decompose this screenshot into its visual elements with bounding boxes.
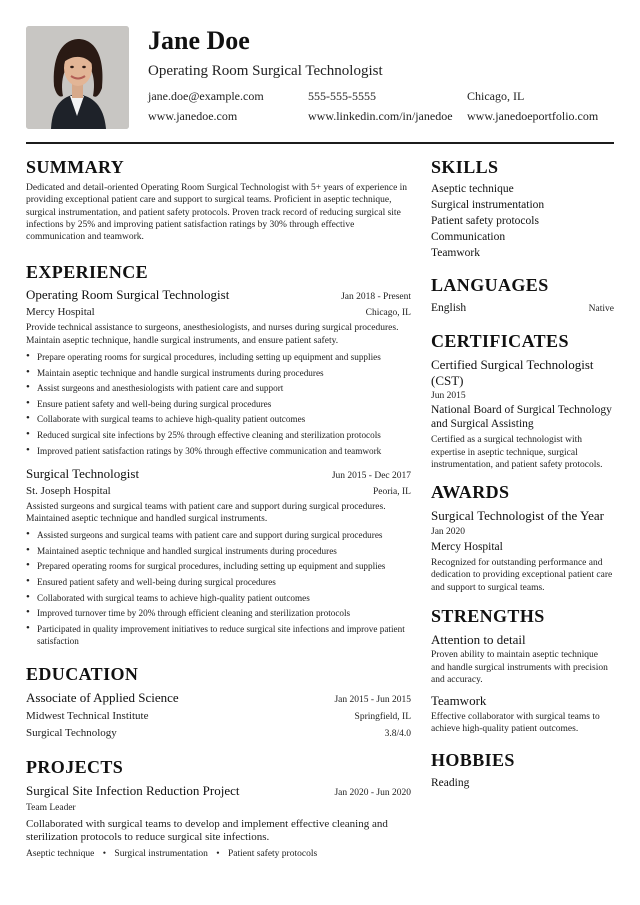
certificate-description: Certified as a surgical technologist with expertise in aseptic technique, surgical instrumentation, and patient safety protocols. xyxy=(431,435,603,470)
profile-portrait-image xyxy=(26,26,129,129)
candidate-name: Jane Doe xyxy=(148,26,250,55)
project-tag: Aseptic technique xyxy=(26,848,95,859)
section-heading: PROJECTS xyxy=(26,756,124,777)
hobby-item: Reading xyxy=(431,777,470,790)
projects-section xyxy=(26,756,411,861)
phone-number[interactable]: 555-555-5555 xyxy=(308,89,376,103)
strength-description: Proven ability to maintain aseptic technique and handle surgical instruments with precision and accuracy. xyxy=(431,650,608,685)
list-item: • Prepared operating rooms for surgical procedures, including setting up equipment and supplies xyxy=(26,560,411,572)
project-description: Collaborated with surgical teams to develop and implement effective cleaning and sterilization protocols to reduce surgical site infections. xyxy=(26,817,388,844)
project-tag: Surgical instrumentation xyxy=(114,848,208,859)
job-dates: Jun 2015 - Dec 2017 xyxy=(331,470,411,481)
skill-item: Surgical instrumentation xyxy=(431,199,545,211)
section-heading: LANGUAGES xyxy=(431,275,549,295)
education-dates: Jan 2015 - Jun 2015 xyxy=(334,694,411,705)
tag-separator: • xyxy=(216,848,220,859)
field-of-study: Surgical Technology xyxy=(26,726,117,739)
project-tag: Patient safety protocols xyxy=(227,848,318,859)
list-item: • Ensure patient safety and well-being during surgical procedures xyxy=(26,398,411,410)
skill-item: Teamwork xyxy=(431,247,481,259)
job-bullets xyxy=(26,351,411,457)
awards-section xyxy=(431,481,614,594)
list-item: • Participated in quality improvement initiatives to reduce surgical site infections and improve patient satisfaction xyxy=(26,623,411,647)
section-heading: STRENGTHS xyxy=(431,605,545,626)
school-name: Midwest Technical Institute xyxy=(26,709,149,722)
list-item: • Improved turnover time by 20% through efficient cleaning and sterilization protocols xyxy=(26,607,411,619)
list-item: • Assisted surgeons and surgical teams with patient care and support during surgical procedures xyxy=(26,529,411,541)
location-text: Chicago, IL xyxy=(467,89,525,103)
languages-section xyxy=(431,274,614,316)
school-location: Springfield, IL xyxy=(354,711,411,722)
section-heading: SUMMARY xyxy=(26,157,125,177)
degree-name: Associate of Applied Science xyxy=(26,689,179,705)
resume-header xyxy=(26,26,614,130)
strength-name: Teamwork xyxy=(431,693,487,709)
list-item: • Maintained aseptic technique and handled surgical instruments during procedures xyxy=(26,545,411,557)
header-divider xyxy=(26,142,614,144)
skill-item: Communication xyxy=(431,231,506,243)
experience-section xyxy=(26,261,411,646)
project-role: Team Leader xyxy=(26,802,76,813)
job-bullets xyxy=(26,529,411,647)
certificate-date: Jun 2015 xyxy=(431,391,466,401)
strength-name: Attention to detail xyxy=(431,631,526,647)
section-heading: AWARDS xyxy=(431,482,510,503)
hobbies-section xyxy=(431,749,614,791)
project-dates: Jan 2020 - Jun 2020 xyxy=(334,787,411,798)
job-description: Provide technical assistance to surgeons, anesthesiologists, and nurses during surgical procedures. Maintain aseptic technique, handle surgical instruments, and ensure patient safety. xyxy=(26,323,399,346)
email-link[interactable]: jane.doe@example.com xyxy=(148,89,264,103)
language-name: English xyxy=(431,302,467,314)
section-heading: EXPERIENCE xyxy=(26,262,149,283)
skill-item: Patient safety protocols xyxy=(431,215,539,227)
website-link[interactable]: www.janedoe.com xyxy=(148,109,238,123)
job-description: Assisted surgeons and surgical teams with patient care and support during surgical procedures. Maintained aseptic technique and handled surgical instruments. xyxy=(26,501,386,524)
job-dates: Jan 2018 - Present xyxy=(341,292,411,303)
main-column xyxy=(26,156,411,861)
job-company: St. Joseph Hospital xyxy=(26,484,111,497)
list-item: • Assist surgeons and anesthesiologists with patient care and support xyxy=(26,382,411,394)
section-heading: EDUCATION xyxy=(26,663,139,684)
job-location: Peoria, IL xyxy=(373,486,411,497)
job-entry xyxy=(26,466,411,647)
award-date: Jan 2020 xyxy=(431,526,466,537)
strengths-section xyxy=(431,605,614,735)
list-item: • Reduced surgical site infections by 25% through effective cleaning and sterilization protocols xyxy=(26,429,411,441)
portfolio-link[interactable]: www.janedoeportfolio.com xyxy=(467,109,599,123)
project-name: Surgical Site Infection Reduction Project xyxy=(26,782,240,798)
skill-item: Aseptic technique xyxy=(431,183,514,195)
strength-description: Effective collaborator with surgical teams to achieve high-quality patient outcomes. xyxy=(431,711,600,735)
job-entry xyxy=(26,287,411,456)
project-tags xyxy=(26,848,411,861)
award-description: Recognized for outstanding performance and dedication to providing exceptional patient care and support to surgical teams. xyxy=(431,557,613,593)
candidate-title: Operating Room Surgical Technologist xyxy=(148,63,383,79)
award-issuer: Mercy Hospital xyxy=(431,540,503,553)
list-item: • Collaborate with surgical teams to achieve high-quality patient outcomes xyxy=(26,413,411,425)
summary-section xyxy=(26,156,411,243)
summary-text: Dedicated and detail-oriented Operating Room Surgical Technologist with 5+ years of experience in providing exceptional patient care and support to surgical teams. Proficient in aseptic technique, surgical instrumentation, and patient safety protocols. Proven track record of reducing surgical site infections by 25% and improving patient satisfaction ratings by 30% through effective communication and teamwork. xyxy=(26,183,408,243)
list-item: • Ensured patient safety and well-being during surgical procedures xyxy=(26,576,411,588)
list-item: • Prepare operating rooms for surgical procedures, including setting up equipment and supplies xyxy=(26,351,411,363)
profile-photo xyxy=(26,26,129,129)
language-level: Native xyxy=(588,304,614,314)
education-section xyxy=(26,663,411,741)
sidebar-column xyxy=(431,156,614,791)
certificates-section xyxy=(431,330,614,471)
certificate-issuer: National Board of Surgical Technology and Surgical Assisting xyxy=(431,404,612,430)
award-name: Surgical Technologist of the Year xyxy=(431,508,605,524)
skills-section xyxy=(431,156,614,261)
certificate-name: Certified Surgical Technologist (CST) xyxy=(431,357,594,388)
section-heading: HOBBIES xyxy=(431,750,515,771)
job-role: Operating Room Surgical Technologist xyxy=(26,287,230,303)
linkedin-link[interactable]: www.linkedin.com/in/janedoe xyxy=(308,109,453,123)
tag-separator: • xyxy=(102,848,107,859)
list-item: • Collaborated with surgical teams to achieve high-quality patient outcomes xyxy=(26,592,411,604)
job-company: Mercy Hospital xyxy=(26,306,95,319)
job-location: Chicago, IL xyxy=(365,308,411,319)
gpa: 3.8/4.0 xyxy=(384,728,411,739)
list-item: • Maintain aseptic technique and handle surgical instruments during procedures xyxy=(26,367,411,379)
list-item: • Improved patient satisfaction ratings by 30% through effective communication and teamwork xyxy=(26,445,411,457)
section-heading: SKILLS xyxy=(431,157,499,177)
section-heading: CERTIFICATES xyxy=(431,331,569,351)
job-role: Surgical Technologist xyxy=(26,465,140,481)
